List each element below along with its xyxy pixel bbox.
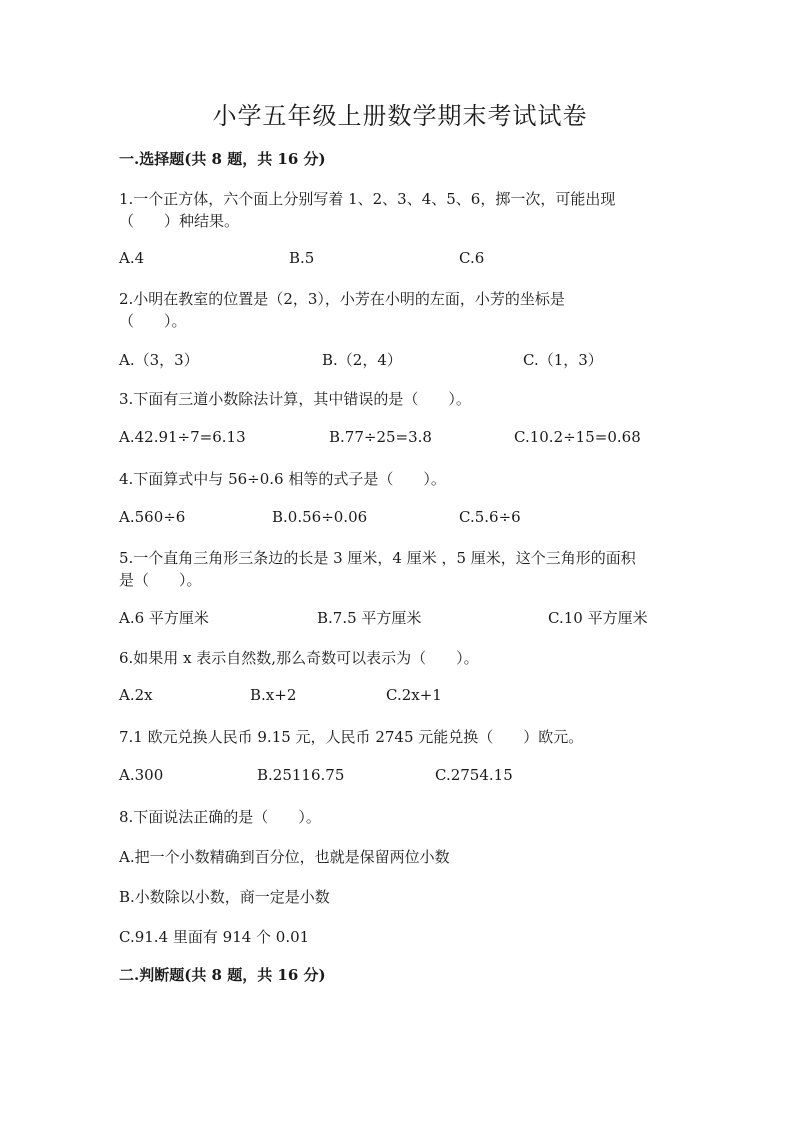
question-2-option-a: A.（3，3）	[119, 351, 199, 369]
question-3-option-a: A.42.91÷7=6.13	[119, 428, 246, 446]
question-6-option-c: C.2x+1	[386, 686, 442, 704]
question-2-line-2: （ ）。	[119, 312, 187, 330]
question-1-line-1: 1.一个正方体，六个面上分别写着 1、2、3、4、5、6，掷一次，可能出现	[119, 190, 616, 208]
section-heading-multiple-choice: 一.选择题(共 8 题，共 16 分)	[119, 150, 326, 168]
question-6-line-1: 6.如果用 x 表示自然数,那么奇数可以表示为（ ）。	[119, 649, 479, 667]
question-2-line-1: 2.小明在教室的位置是（2，3），小芳在小明的左面，小芳的坐标是	[119, 290, 565, 308]
question-4-option-a: A.560÷6	[119, 508, 186, 526]
question-2-option-c: C.（1，3）	[523, 351, 603, 369]
question-2-option-b: B.（2，4）	[322, 351, 402, 369]
question-1-option-c: C.6	[459, 249, 485, 267]
question-8-option-b: B.小数除以小数，商一定是小数	[119, 888, 330, 906]
question-4-option-b: B.0.56÷0.06	[272, 508, 368, 526]
question-1-option-b: B.5	[289, 249, 315, 267]
question-1-option-a: A.4	[119, 249, 145, 267]
question-5-option-a: A.6 平方厘米	[119, 609, 209, 627]
question-3-line-1: 3.下面有三道小数除法计算，其中错误的是（ ）。	[119, 390, 471, 408]
question-5-option-b: B.7.5 平方厘米	[317, 609, 422, 627]
question-6-option-b: B.x+2	[250, 686, 297, 704]
question-7-option-a: A.300	[119, 766, 164, 784]
question-8-line-1: 8.下面说法正确的是（ ）。	[119, 808, 321, 826]
question-5-line-1: 5.一个直角三角形三条边的长是 3 厘米，4 厘米 ，5 厘米，这个三角形的面积	[119, 549, 636, 567]
question-8-option-a: A.把一个小数精确到百分位，也就是保留两位小数	[119, 848, 450, 866]
question-8-option-c: C.91.4 里面有 914 个 0.01	[119, 928, 310, 946]
question-7-option-b: B.25116.75	[257, 766, 345, 784]
question-3-option-c: C.10.2÷15=0.68	[514, 428, 641, 446]
question-4-line-1: 4.下面算式中与 56÷0.6 相等的式子是（ ）。	[119, 470, 446, 488]
question-4-option-c: C.5.6÷6	[459, 508, 521, 526]
question-7-line-1: 7.1 欧元兑换人民币 9.15 元，人民币 2745 元能兑换（ ）欧元。	[119, 728, 584, 746]
exam-title: 小学五年级上册数学期末考试试卷	[212, 102, 588, 130]
question-6-option-a: A.2x	[119, 686, 153, 704]
question-7-option-c: C.2754.15	[435, 766, 513, 784]
question-3-option-b: B.77÷25=3.8	[329, 428, 432, 446]
question-1-line-2: （ ）种结果。	[119, 212, 240, 230]
question-5-line-2: 是（ ）。	[119, 571, 202, 589]
question-5-option-c: C.10 平方厘米	[548, 609, 648, 627]
section-heading-true-false: 二.判断题(共 8 题，共 16 分)	[119, 966, 326, 984]
